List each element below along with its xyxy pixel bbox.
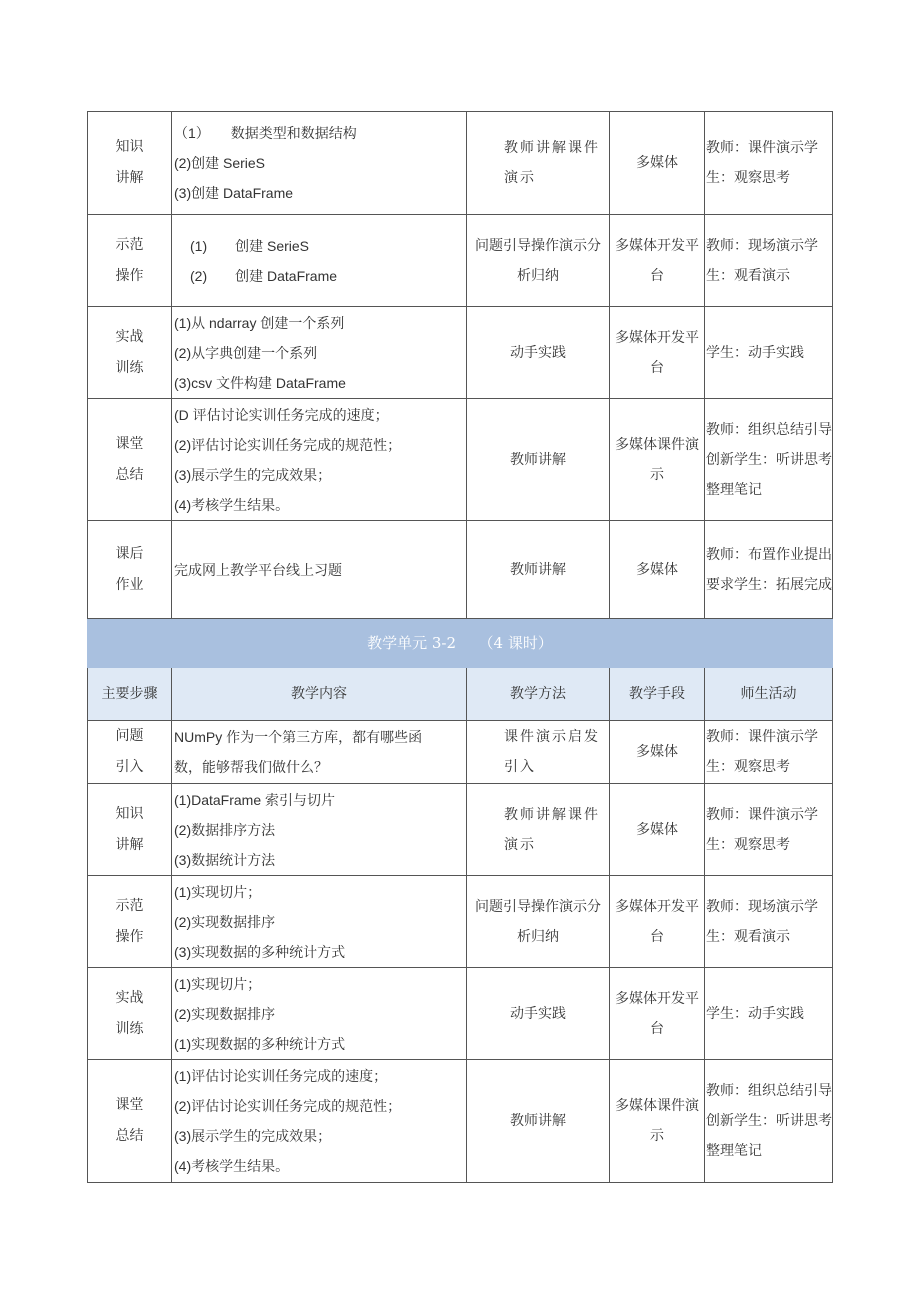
content-cell: (D 评估讨论实训任务完成的速度； (2)评估讨论实训任务完成的规范性； (3)展示学生的完成效果； (4)考核学生结果。 (172, 399, 467, 521)
activity-cell: 教师：课件演示学生：观察思考 (705, 784, 833, 876)
step-cell: 知识讲解 (88, 784, 172, 876)
unit-title-row (88, 619, 833, 668)
step-cell: 实战训练 (88, 968, 172, 1060)
header-content: 教学内容 (172, 668, 467, 721)
means-cell: 多媒体 (610, 784, 705, 876)
method-cell: 教师讲解 (467, 1060, 610, 1183)
means-cell: 多媒体 (610, 721, 705, 784)
means-cell: 多媒体课件演示 (610, 1060, 705, 1183)
content-cell: (1)从 ndarray 创建一个系列 (2)从字典创建一个系列 (3)csv 文件构建 DataFrame (172, 307, 467, 399)
content-cell: (1)DataFrame 索引与切片 (2)数据排序方法 (3)数据统计方法 (172, 784, 467, 876)
header-method: 教学方法 (467, 668, 610, 721)
activity-cell: 教师：布置作业提出要求学生：拓展完成 (705, 521, 833, 619)
content-cell: NUmPy 作为一个第三方库，都有哪些函 数，能够帮我们做什么？ (172, 721, 467, 784)
method-cell: 动手实践 (467, 307, 610, 399)
content-cell: （1） 数据类型和数据结构 (2)创建 SerieS (3)创建 DataFrame (172, 112, 467, 215)
step-cell: 示范操作 (88, 215, 172, 307)
table-row (88, 521, 833, 619)
means-cell: 多媒体开发平台 (610, 307, 705, 399)
activity-cell: 学生：动手实践 (705, 968, 833, 1060)
step-cell: 示范操作 (88, 876, 172, 968)
means-cell: 多媒体开发平台 (610, 968, 705, 1060)
content-cell: (1)评估讨论实训任务完成的速度； (2)评估讨论实训任务完成的规范性； (3)展示学生的完成效果； (4)考核学生结果。 (172, 1060, 467, 1183)
step-cell: 实战训练 (88, 307, 172, 399)
header-row (88, 668, 833, 721)
activity-cell: 教师：现场演示学生：观看演示 (705, 876, 833, 968)
header-step: 主要步骤 (88, 668, 172, 721)
lesson-plan-table (87, 111, 833, 1183)
table-row (88, 112, 833, 215)
step-cell: 知识讲解 (88, 112, 172, 215)
activity-cell: 教师：现场演示学生：观看演示 (705, 215, 833, 307)
step-cell: 课后作业 (88, 521, 172, 619)
method-cell: 动手实践 (467, 968, 610, 1060)
step-cell: 问题引入 (88, 721, 172, 784)
table-row (88, 876, 833, 968)
method-cell: 教师讲解课件演示 (467, 784, 610, 876)
means-cell: 多媒体开发平台 (610, 215, 705, 307)
method-cell: 教师讲解课件演示 (467, 112, 610, 215)
content-cell: (1)实现切片； (2)实现数据排序 (1)实现数据的多种统计方式 (172, 968, 467, 1060)
header-activity: 师生活动 (705, 668, 833, 721)
table-row (88, 968, 833, 1060)
content-cell: (1) 创建 SerieS (2) 创建 DataFrame (172, 215, 467, 307)
activity-cell: 教师：组织总结引导创新学生：听讲思考整理笔记 (705, 1060, 833, 1183)
method-cell: 教师讲解 (467, 521, 610, 619)
step-cell: 课堂总结 (88, 1060, 172, 1183)
table-row (88, 307, 833, 399)
activity-cell: 教师：课件演示学生：观察思考 (705, 112, 833, 215)
step-cell: 课堂总结 (88, 399, 172, 521)
activity-cell: 教师：组织总结引导创新学生：听讲思考整理笔记 (705, 399, 833, 521)
unit-title: 教学单元 3-2 （4 课时） (88, 619, 833, 668)
table-row (88, 215, 833, 307)
means-cell: 多媒体 (610, 112, 705, 215)
activity-cell: 学生：动手实践 (705, 307, 833, 399)
content-cell: 完成网上教学平台线上习题 (172, 521, 467, 619)
content-cell: (1)实现切片； (2)实现数据排序 (3)实现数据的多种统计方式 (172, 876, 467, 968)
method-cell: 课件演示启发引入 (467, 721, 610, 784)
table-row (88, 399, 833, 521)
table-row (88, 784, 833, 876)
method-cell: 教师讲解 (467, 399, 610, 521)
means-cell: 多媒体课件演示 (610, 399, 705, 521)
means-cell: 多媒体开发平台 (610, 876, 705, 968)
method-cell: 问题引导操作演示分析归纳 (467, 876, 610, 968)
means-cell: 多媒体 (610, 521, 705, 619)
activity-cell: 教师：课件演示学生：观察思考 (705, 721, 833, 784)
method-cell: 问题引导操作演示分析归纳 (467, 215, 610, 307)
table-row (88, 1060, 833, 1183)
table-row (88, 721, 833, 784)
header-means: 教学手段 (610, 668, 705, 721)
